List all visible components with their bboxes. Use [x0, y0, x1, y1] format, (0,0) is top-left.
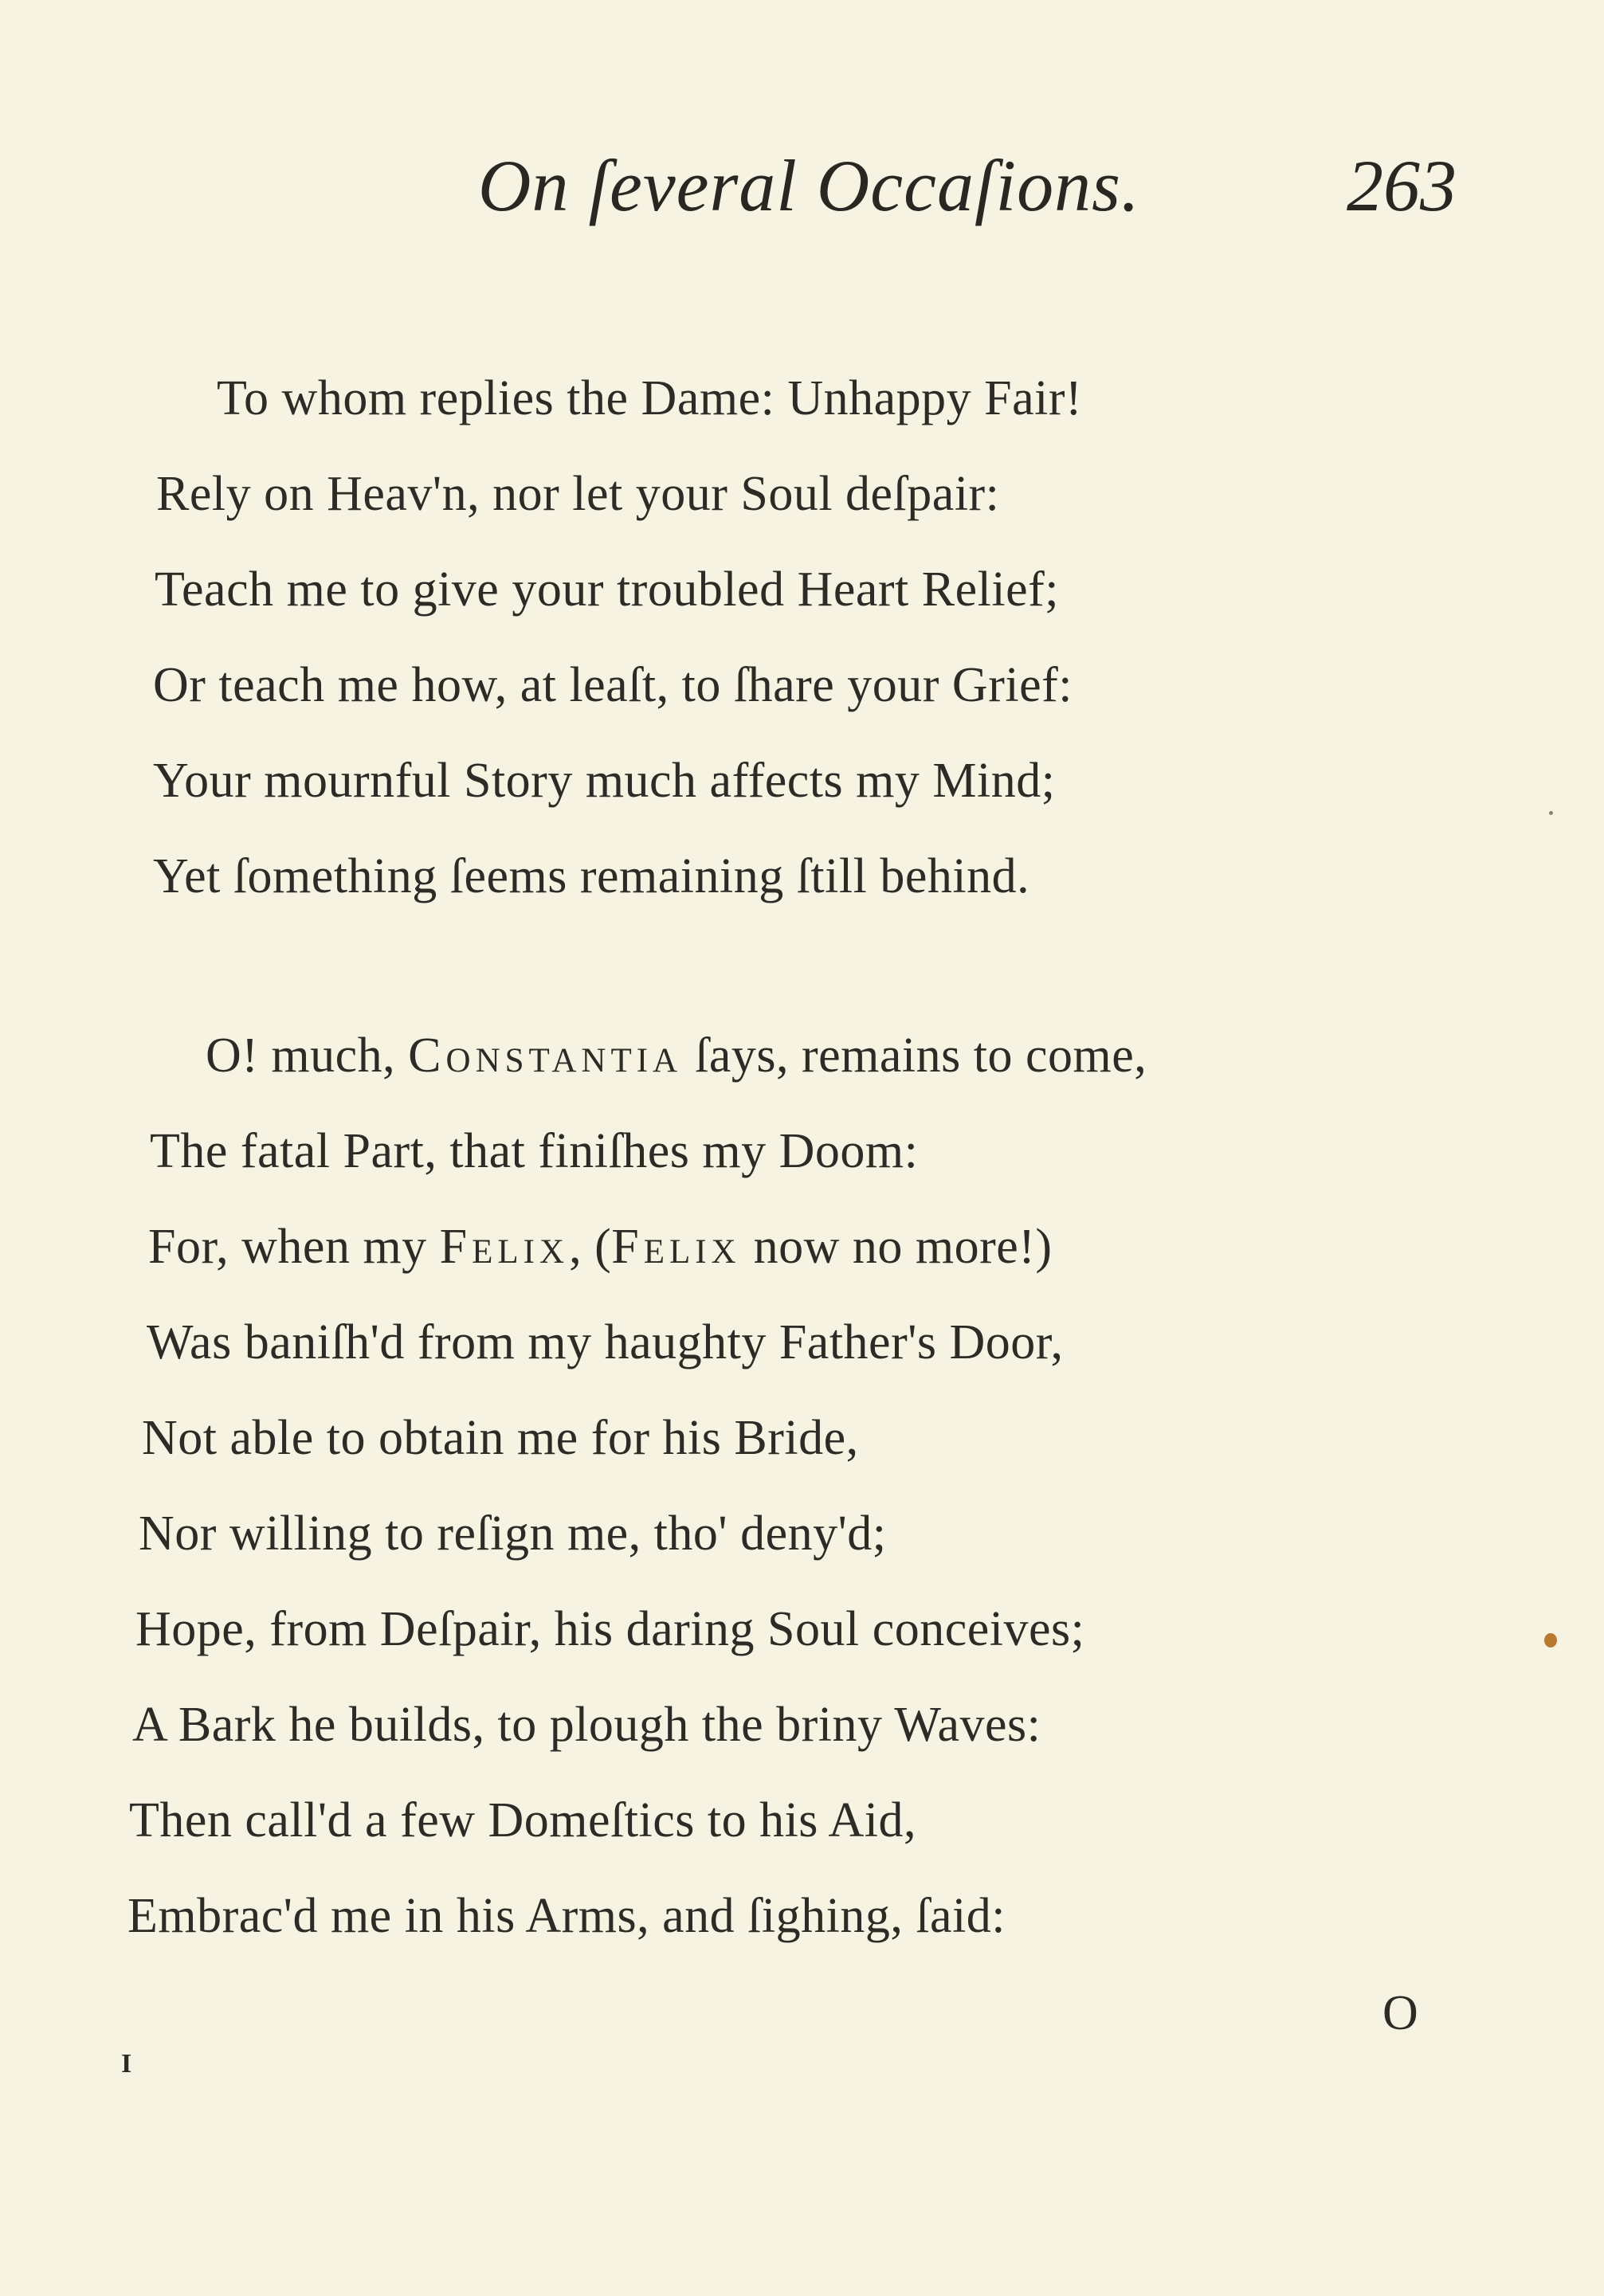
verse-text: now no more!)	[740, 1220, 1053, 1274]
name-felix: Felix	[439, 1220, 570, 1274]
verse-line	[206, 1028, 1147, 1084]
verse-line: The fatal Part, that finiſhes my Doom:	[150, 1124, 919, 1178]
verse-line: Nor willing to reſign me, tho' deny'd;	[139, 1507, 887, 1561]
verse-line: Embrac'd me in his Arms, and ſighing, ſaid:	[127, 1889, 1006, 1943]
verse-text: O! much,	[206, 1028, 409, 1083]
verse-line: Then call'd a few Domeſtics to his Aid,	[129, 1793, 917, 1847]
paper-speck	[1549, 811, 1553, 815]
name-constantia: Constantia	[408, 1028, 683, 1083]
ink-spot	[1544, 1633, 1557, 1648]
signature-mark: I	[121, 2049, 132, 2079]
verse-line: Or teach me how, at leaſt, to ſhare your Grief:	[153, 658, 1073, 712]
verse-line: Was baniſh'd from my haughty Father's Door,	[147, 1315, 1064, 1369]
verse-text: , (	[569, 1220, 612, 1274]
verse-line: Hope, from Deſpair, his daring Soul conceives;	[135, 1602, 1085, 1656]
verse-line	[148, 1219, 1053, 1275]
verse-line: Yet ſomething ſeems remaining ſtill behind.	[153, 849, 1030, 903]
name-felix: Felix	[611, 1220, 741, 1274]
catchword: O	[1382, 1986, 1418, 2040]
verse-line: Teach me to give your troubled Heart Relief;	[155, 562, 1059, 617]
verse-line: A Bark he builds, to plough the briny Waves:	[132, 1698, 1041, 1752]
verse-text: ſays, remains to come,	[682, 1028, 1147, 1083]
verse-line: Your mournful Story much affects my Mind;	[153, 754, 1056, 808]
verse-line: Not able to obtain me for his Bride,	[142, 1411, 859, 1465]
running-title: On ſeveral Occaſions.	[478, 145, 1140, 226]
page-number: 263	[1347, 145, 1457, 226]
verse-line: Rely on Heav'n, nor let your Soul deſpair:	[156, 467, 1000, 521]
verse-text: For, when my	[148, 1220, 440, 1274]
verse-line: To whom replies the Dame: Unhappy Fair!	[217, 371, 1083, 425]
